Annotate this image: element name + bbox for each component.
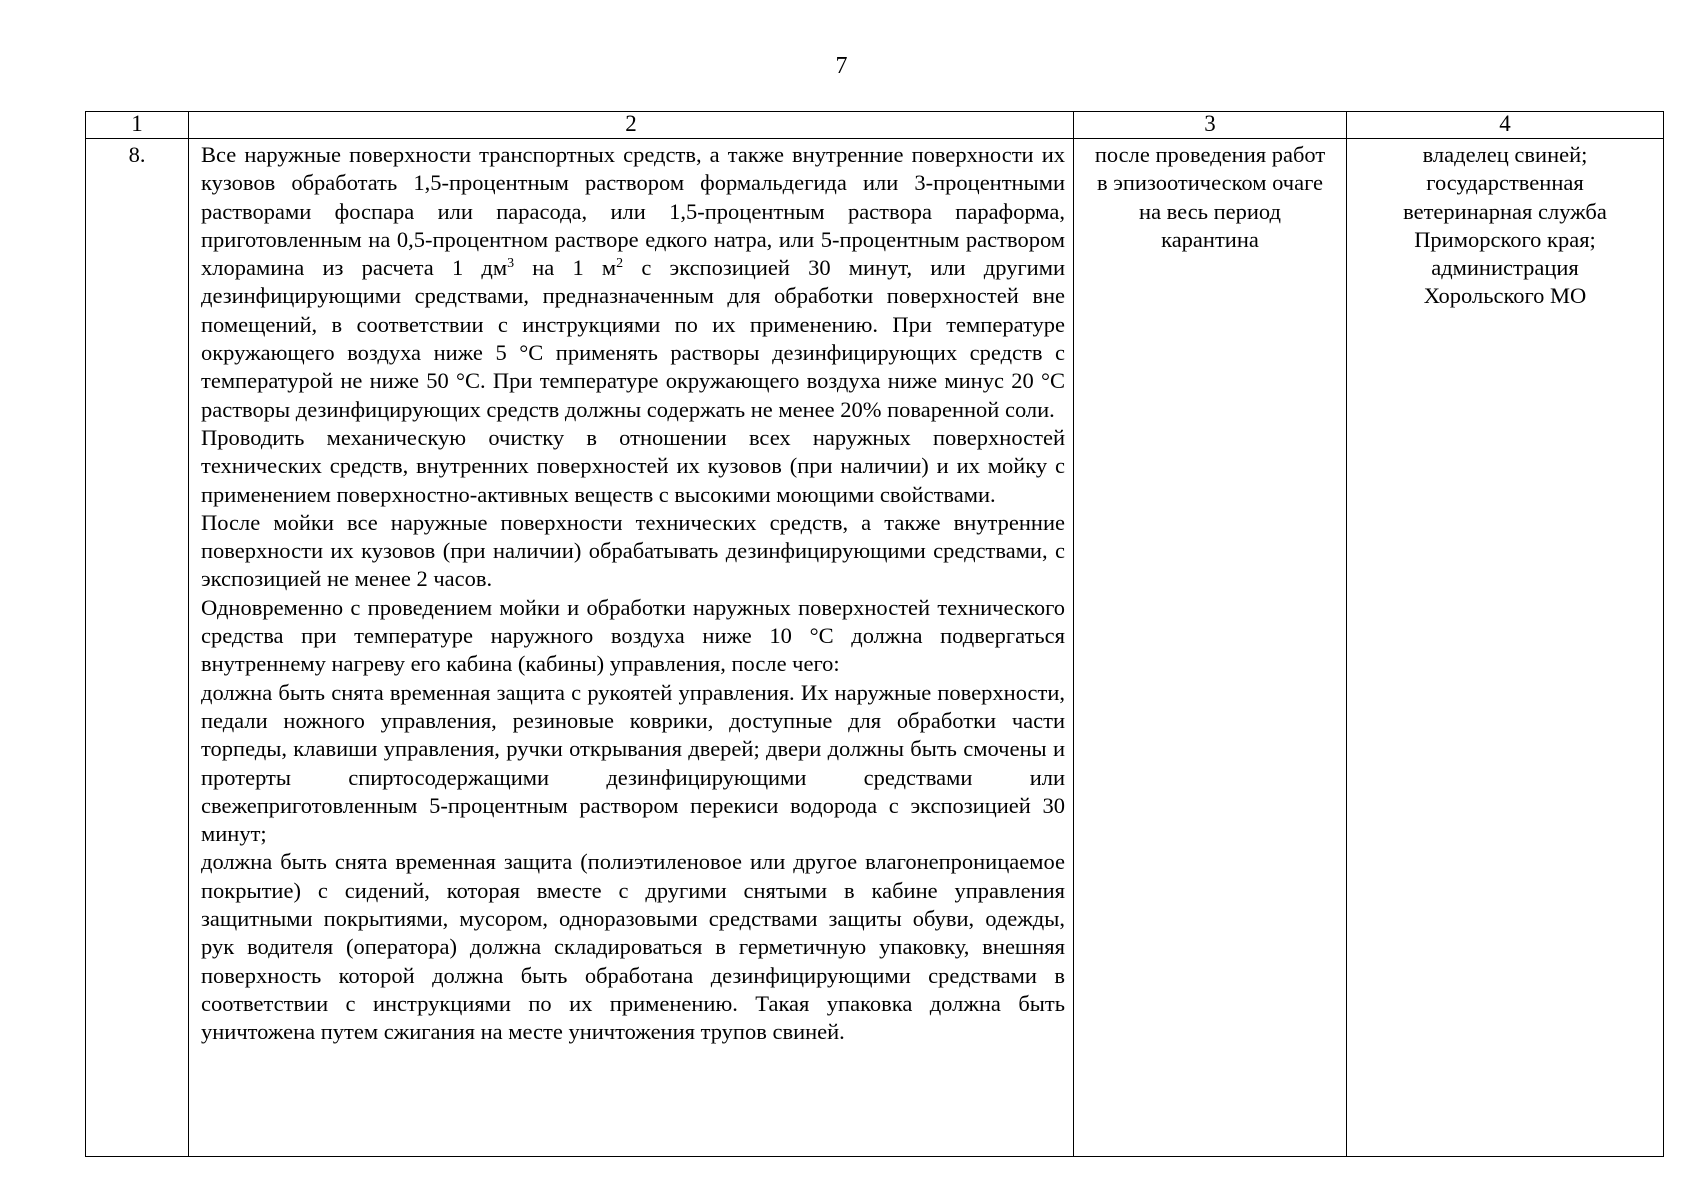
responsible-line-3: ветеринарная служба bbox=[1403, 198, 1607, 224]
column-header-1: 1 bbox=[86, 112, 189, 139]
measure-paragraph-6: должна быть снята временная защита (полиэтиленовое или другое влагонепроницаемое покрытие) с сидений, которая вместе с другими снятыми в кабине управления защитными покрытиями, мусором, одноразовыми средствами защиты обуви, одежды, рук водителя (оператора) должна складироваться в герметичную упаковку, внешняя поверхность которой должна быть обработана дезинфицирующими средствами в соответствии с инструкциями по их применению. Такая упаковка должна быть уничтожена путем сжигания на месте уничтожения трупов свиней. bbox=[201, 849, 1065, 1045]
measure-paragraph-5: должна быть снята временная защита с рукоятей управления. Их наружные поверхности, педали ножного управления, резиновые коврики, доступные для обработки части торпеды, клавиши управления, ручки открывания дверей; двери должны быть смочены и протерты спиртосодержащими дезинфицирующими средствами или свежеприготовленным 5-процентным раствором перекиси водорода с экспозицией 30 минут; bbox=[201, 679, 1065, 847]
responsible-line-2: государственная bbox=[1426, 170, 1584, 196]
table-header-row bbox=[86, 112, 1664, 139]
paragraph-1-part-a: Все наружные поверхности транспортных средств, а также внутренние поверхности их кузовов обработать 1,5-процентным раствором формальдегида или 3-процентными растворами фоспара или парасода, или 1,5-процентным раствора параформа, приготовленным на 0,5-процентном растворе едкого натра, или 5-процентным раствором хлорамина из расчета 1 дм bbox=[201, 142, 1065, 281]
measure-paragraph-1 bbox=[201, 141, 1065, 424]
measure-paragraph-3: После мойки все наружные поверхности технических средств, а также внутренние поверхности их кузовов (при наличии) обрабатывать дезинфицирующими средствами, с экспозицией не менее 2 часов. bbox=[201, 509, 1065, 592]
responsible-cell bbox=[1347, 139, 1664, 1157]
column-header-3: 3 bbox=[1074, 112, 1347, 139]
measure-description-cell bbox=[189, 139, 1074, 1157]
period-line-4: карантина bbox=[1161, 226, 1259, 252]
measures-table bbox=[85, 111, 1664, 1157]
period-line-3: на весь период bbox=[1139, 198, 1281, 224]
period-line-2: в эпизоотическом очаге bbox=[1096, 170, 1324, 196]
superscript-3: 3 bbox=[507, 256, 515, 272]
column-header-2: 2 bbox=[189, 112, 1074, 139]
measure-paragraph-2: Проводить механическую очистку в отношении всех наружных поверхностей технических средств, внутренних поверхностей их кузовов (при наличии) и их мойку с применением поверхностно-активных веществ с высокими моющими свойствами. bbox=[201, 424, 1065, 507]
page-number: 7 bbox=[835, 53, 848, 79]
superscript-2: 2 bbox=[616, 256, 624, 272]
period-line-1: после проведения работ bbox=[1094, 142, 1326, 167]
row-number: 8. bbox=[86, 139, 189, 1157]
period-cell bbox=[1074, 139, 1347, 1157]
responsible-line-4: Приморского края; bbox=[1414, 226, 1596, 252]
table-row bbox=[86, 139, 1664, 1157]
responsible-line-6: Хорольского МО bbox=[1423, 283, 1587, 309]
measure-paragraph-4: Одновременно с проведением мойки и обработки наружных поверхностей технического средства при температуре наружного воздуха ниже 10 °С должна подвергаться внутреннему нагреву его кабина (кабины) управления, после чего: bbox=[201, 594, 1065, 677]
paragraph-1-part-c: с экспозицией 30 минут, или другими дезинфицирующими средствами, предназначенным для обработки поверхностей вне помещений, в соответствии с инструкциями по их применению. При температуре окружающего воздуха ниже 5 °С применять растворы дезинфицирующих средств с температурой не ниже 50 °С. При температуре окружающего воздуха ниже минус 20 °С растворы дезинфицирующих средств должны содержать не менее 20% поваренной соли. bbox=[201, 255, 1065, 422]
paragraph-1-part-b: на 1 м bbox=[514, 255, 617, 281]
column-header-4: 4 bbox=[1347, 112, 1664, 139]
responsible-line-1: владелец свиней; bbox=[1422, 142, 1588, 167]
responsible-line-5: администрация bbox=[1431, 255, 1579, 281]
